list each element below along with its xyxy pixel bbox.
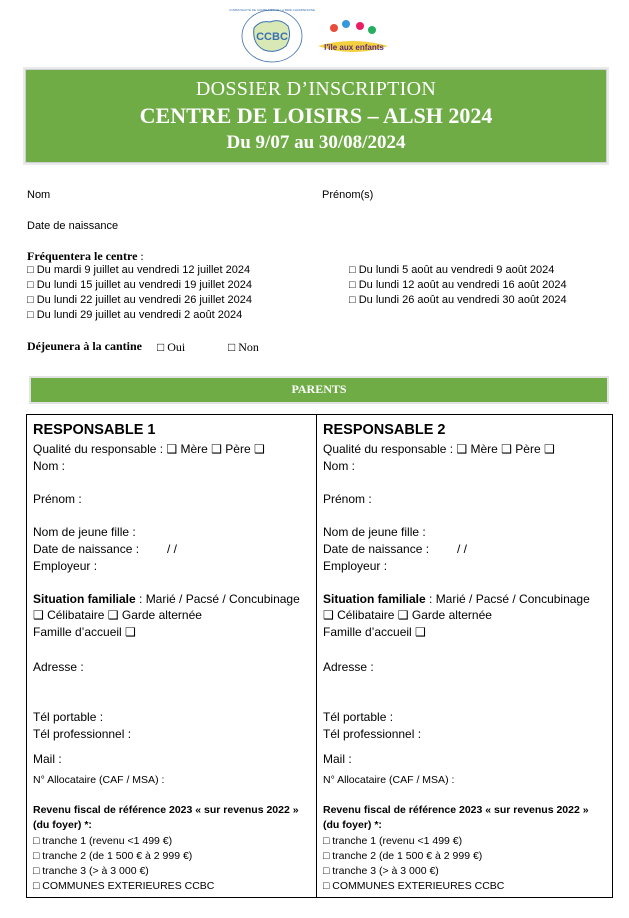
qualite-field[interactable]: Qualité du responsable : ❑ Mère ❑ Père ❑ xyxy=(323,442,555,456)
ile-aux-enfants-logo xyxy=(312,16,392,62)
situation-label: Situation familiale xyxy=(323,592,426,606)
employeur-field[interactable]: Employeur : xyxy=(323,559,388,573)
cantine-oui-checkbox[interactable]: □ Oui xyxy=(157,340,186,354)
ile-logo-text: l'île aux enfants xyxy=(324,43,384,52)
situation-options: : Marié / Pacsé / Concubinage xyxy=(135,592,300,606)
ccbc-logo-ring: COMMUNAUTÉ DE COMMUNES DE LA BRIE CHAMPENOISE xyxy=(229,8,315,12)
situation-line2[interactable]: ❑ Célibataire ❑ Garde alternée xyxy=(323,608,492,622)
revenu-label-2: (du foyer) *: xyxy=(33,819,92,831)
tranche-option[interactable]: □ tranche 1 (revenu <1 499 €) xyxy=(33,835,173,847)
week-option[interactable]: □ Du lundi 22 juillet au vendredi 26 juillet 2024 xyxy=(27,294,252,306)
nom-field[interactable]: Nom : xyxy=(33,459,66,473)
tel-pro-field[interactable]: Tél professionnel : xyxy=(323,727,422,741)
tranche-option[interactable]: □ tranche 3 (> à 3 000 €) xyxy=(33,865,149,877)
tranche-option[interactable]: □ tranche 3 (> à 3 000 €) xyxy=(323,865,439,877)
banner-line1: DOSSIER D’INSCRIPTION xyxy=(195,78,437,100)
employeur-field[interactable]: Employeur : xyxy=(33,559,98,573)
nom-field[interactable]: Nom : xyxy=(323,459,356,473)
date-slashes: / / xyxy=(457,542,468,556)
responsable-title: RESPONSABLE 1 xyxy=(33,422,156,438)
tel-portable-field[interactable]: Tél portable : xyxy=(323,710,394,724)
banner-line2: CENTRE DE LOISIRS – ALSH 2024 xyxy=(139,103,493,128)
mail-field[interactable]: Mail : xyxy=(33,752,62,766)
prenom-field[interactable]: Prénom : xyxy=(33,492,82,506)
famille-accueil-field[interactable]: Famille d’accueil ❑ xyxy=(323,625,426,639)
adresse-field[interactable]: Adresse : xyxy=(323,660,374,674)
frequentera-heading xyxy=(27,249,144,264)
nom-jeune-fille-field[interactable]: Nom de jeune fille : xyxy=(323,525,426,539)
situation-familiale-field[interactable] xyxy=(33,592,300,606)
allocataire-field[interactable]: N° Allocataire (CAF / MSA) : xyxy=(33,774,165,786)
nom-jeune-fille-field[interactable]: Nom de jeune fille : xyxy=(33,525,136,539)
parents-section-bar xyxy=(31,378,607,402)
revenu-label: Revenu fiscal de référence 2023 « sur revenus 2022 » xyxy=(33,804,299,816)
responsable-1-column xyxy=(27,415,317,897)
allocataire-field[interactable]: N° Allocataire (CAF / MSA) : xyxy=(323,774,455,786)
adresse-field[interactable]: Adresse : xyxy=(33,660,84,674)
prenom-label: Prénom(s) xyxy=(322,189,374,201)
qualite-field[interactable]: Qualité du responsable : ❑ Mère ❑ Père ❑ xyxy=(33,442,265,456)
situation-options: : Marié / Pacsé / Concubinage xyxy=(425,592,590,606)
frequentera-label: Fréquentera le centre xyxy=(27,249,138,263)
nom-label: Nom xyxy=(27,189,51,201)
tel-pro-field[interactable]: Tél professionnel : xyxy=(33,727,132,741)
cantine-label: Déjeunera à la cantine xyxy=(27,339,142,353)
tranche-option[interactable]: □ tranche 1 (revenu <1 499 €) xyxy=(323,835,463,847)
parents-title: PARENTS xyxy=(291,382,347,396)
week-option[interactable]: □ Du lundi 26 août au vendredi 30 août 2024 xyxy=(349,294,567,306)
date-naissance-field[interactable]: Date de naissance : xyxy=(33,542,140,556)
situation-familiale-field[interactable] xyxy=(323,592,590,606)
week-option[interactable]: □ Du lundi 29 juillet au vendredi 2 août 2024 xyxy=(27,309,243,321)
ccbc-logo-text: CCBC xyxy=(256,31,288,43)
week-option[interactable]: □ Du lundi 12 août au vendredi 16 août 2024 xyxy=(349,279,567,291)
prenom-field[interactable]: Prénom : xyxy=(323,492,372,506)
situation-line2[interactable]: ❑ Célibataire ❑ Garde alternée xyxy=(33,608,202,622)
date-naissance-label: Date de naissance xyxy=(27,220,119,232)
situation-label: Situation familiale xyxy=(33,592,136,606)
frequentera-suffix: : xyxy=(137,249,144,263)
mail-field[interactable]: Mail : xyxy=(323,752,352,766)
week-option[interactable]: □ Du mardi 9 juillet au vendredi 12 juillet 2024 xyxy=(27,264,251,276)
week-option[interactable]: □ Du lundi 15 juillet au vendredi 19 juillet 2024 xyxy=(27,279,252,291)
cantine-non-checkbox[interactable]: □ Non xyxy=(228,340,259,354)
communes-option[interactable]: □ COMMUNES EXTERIEURES CCBC xyxy=(33,880,215,892)
date-slashes: / / xyxy=(167,542,178,556)
revenu-label: Revenu fiscal de référence 2023 « sur revenus 2022 » xyxy=(323,804,589,816)
ccbc-logo xyxy=(229,6,315,64)
responsable-2-column xyxy=(317,415,612,897)
tel-portable-field[interactable]: Tél portable : xyxy=(33,710,104,724)
tranche-option[interactable]: □ tranche 2 (de 1 500 € à 2 999 €) xyxy=(323,850,483,862)
tranche-option[interactable]: □ tranche 2 (de 1 500 € à 2 999 €) xyxy=(33,850,193,862)
responsables-table xyxy=(26,414,613,898)
banner-line3: Du 9/07 au 30/08/2024 xyxy=(226,132,406,153)
date-naissance-field[interactable]: Date de naissance : xyxy=(323,542,430,556)
revenu-label-2: (du foyer) *: xyxy=(323,819,382,831)
famille-accueil-field[interactable]: Famille d’accueil ❑ xyxy=(33,625,136,639)
title-banner xyxy=(25,69,607,163)
responsable-title: RESPONSABLE 2 xyxy=(323,422,446,438)
week-option[interactable]: □ Du lundi 5 août au vendredi 9 août 2024 xyxy=(349,264,555,276)
communes-option[interactable]: □ COMMUNES EXTERIEURES CCBC xyxy=(323,880,505,892)
